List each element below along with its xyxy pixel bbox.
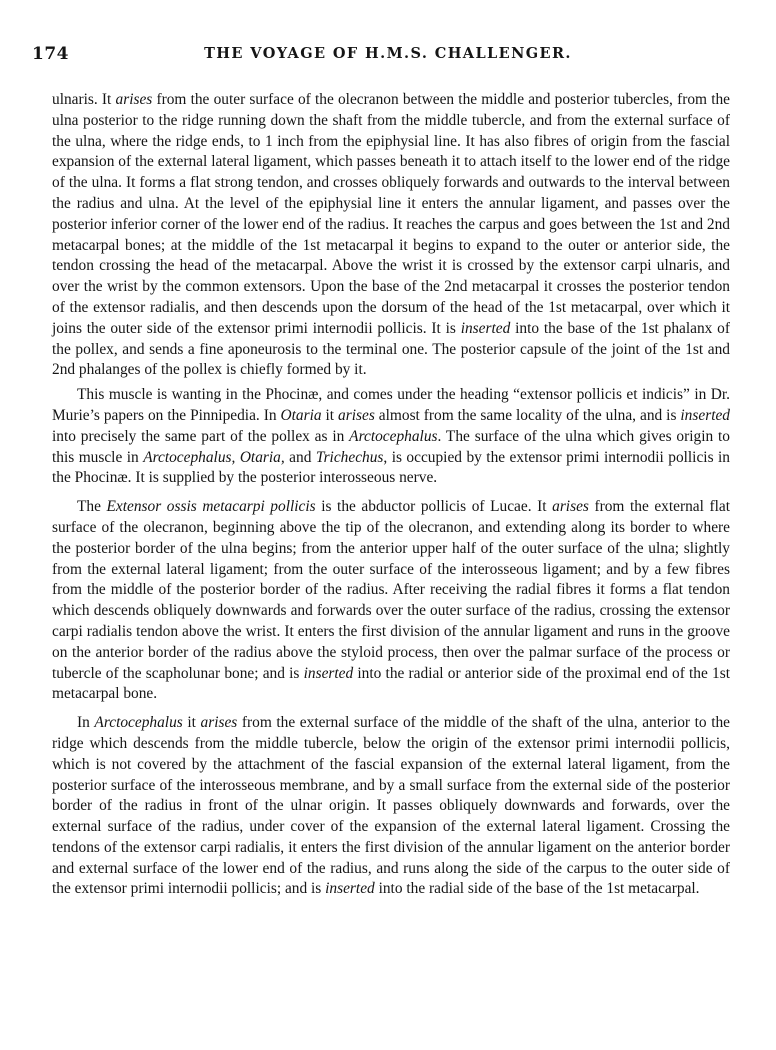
text-run: into precisely the same part of the pollex as in: [52, 427, 350, 445]
text-run: The: [77, 498, 107, 516]
italic-run: arises: [200, 714, 238, 732]
italic-run: inserted: [460, 319, 511, 337]
italic-run: Arctocephalus: [349, 427, 438, 445]
text-run: from the external flat surface of the olecranon, beginning above the tip of the olecranon, and extending along its border to where the posterior border of the ulna begins; from the anterior upper half of the outer surface of the ulna; slightly from the external lateral ligament; from the outer surface of the interosseous ligament; and by a few fibres from the middle of the posterior border of the radius. After receiving the radial fibres it forms a flat tendon which descends obliquely downwards and forwards over the outer surface of the radius, crossing the extensor carpi radialis tendon above the wrist. It enters the first division of the annular ligament and runs in the groove on the anterior border of the radius above the styloid process, then over the palmar surface of the process or tubercle of the scapholunar bone; and is: [52, 498, 730, 682]
italic-run: Trichechus: [315, 448, 384, 466]
italic-run: arises: [552, 498, 589, 516]
text-run: . The surface of the ulna which gives origin to this muscle in: [52, 427, 730, 466]
paragraph: [52, 713, 730, 900]
italic-run: inserted: [680, 406, 730, 424]
page-header: [32, 44, 744, 68]
body-text: [52, 90, 730, 900]
text-run: it: [321, 406, 339, 424]
text-run: into the radial side of the base of the 1st metacarpal.: [374, 880, 700, 898]
italic-run: Otaria: [280, 406, 322, 424]
text-run: into the base of the 1st phalanx of the pollex, and sends a fine aponeurosis to the terminal one. The posterior capsule of the joint of the 1st and 2nd phalanges of the pollex is chiefly formed by it.: [52, 319, 730, 379]
page-number: 174: [32, 44, 69, 64]
paragraph: [52, 497, 730, 705]
italic-run: inserted: [325, 880, 375, 898]
italic-run: Extensor ossis metacarpi pollicis: [106, 498, 316, 516]
italic-run: Arctocephalus: [94, 714, 183, 732]
text-run: almost from the same locality of the ulna, and is: [374, 406, 681, 424]
italic-run: Arctocephalus, Otaria,: [143, 448, 285, 466]
text-run: is the abductor pollicis of Lucae. It: [315, 498, 553, 516]
italic-run: inserted: [303, 664, 354, 682]
italic-run: arises: [115, 91, 153, 108]
running-title: THE VOYAGE OF H.M.S. CHALLENGER.: [204, 45, 572, 62]
text-run: into the radial or anterior side of the proximal end of the 1st metacarpal bone.: [52, 664, 730, 703]
text-run: , is occupied by the extensor primi internodii pollicis in the Phocinæ. It is supplied by the posterior interosseous nerve.: [52, 448, 730, 487]
italic-run: arises: [338, 406, 375, 424]
text-run: ulnaris. It: [52, 91, 116, 108]
text-run: In: [77, 714, 95, 732]
text-run: This muscle is wanting in the Phocinæ, and comes under the heading “extensor pollicis et indicis” in Dr. Murie’s papers on the Pinnipedia. In: [52, 386, 730, 424]
paragraph: [52, 385, 730, 489]
text-run: from the outer surface of the olecranon between the middle and posterior tubercles, from the ulna posterior to the ridge running down the shaft from the middle tubercle, and from the external surface of the ulna, where the ridge ends, to 1 inch from the epiphysial line. It has also fibres of origin from the fascial expansion of the external lateral ligament, which passes beneath it to attach itself to the lower end of the ridge of the ulna. It forms a flat strong tendon, and crosses obliquely forwards and outwards to the interval between the radius and ulna. At the level of the epiphysial line it enters the annular ligament, and passes over the posterior inferior corner of the lower end of the radius. It reaches the carpus and goes between the 1st and 2nd metacarpal bones; at the middle of the 1st metacarpal it begins to expand to the outer or anterior side, the tendon crossing the head of the metacarpal. Above the wrist it is crossed by the extensor carpi ulnaris, and over the wrist by the common extensors. Upon the base of the 2nd metacarpal it crosses the posterior tendon of the extensor radialis, and then descends upon the dorsum of the head of the 1st metacarpal, over which it joins the outer side of the extensor primi internodii pollicis. It is: [52, 91, 730, 337]
text-run: and: [284, 448, 316, 466]
text-run: it: [182, 714, 201, 732]
paragraph: [52, 90, 730, 381]
text-run: from the external surface of the middle of the shaft of the ulna, anterior to the ridge which descends from the middle tubercle, below the origin of the extensor primi internodii pollicis, which is not covered by the attachment of the fascial expansion of the external lateral ligament, from the posterior surface of the interosseous membrane, and by a small surface from the external side of the posterior border of the radius in front of the ulnar origin. It passes obliquely downwards and forwards, over the external surface of the radius, under cover of the expansion of the external lateral ligament. Crossing the tendons of the extensor carpi radialis, it enters the first division of the annular ligament on the anterior border and external surface of the lower end of the radius, and runs along the side of the carpus to the outer side of the extensor primi internodii pollicis; and is: [52, 714, 731, 898]
